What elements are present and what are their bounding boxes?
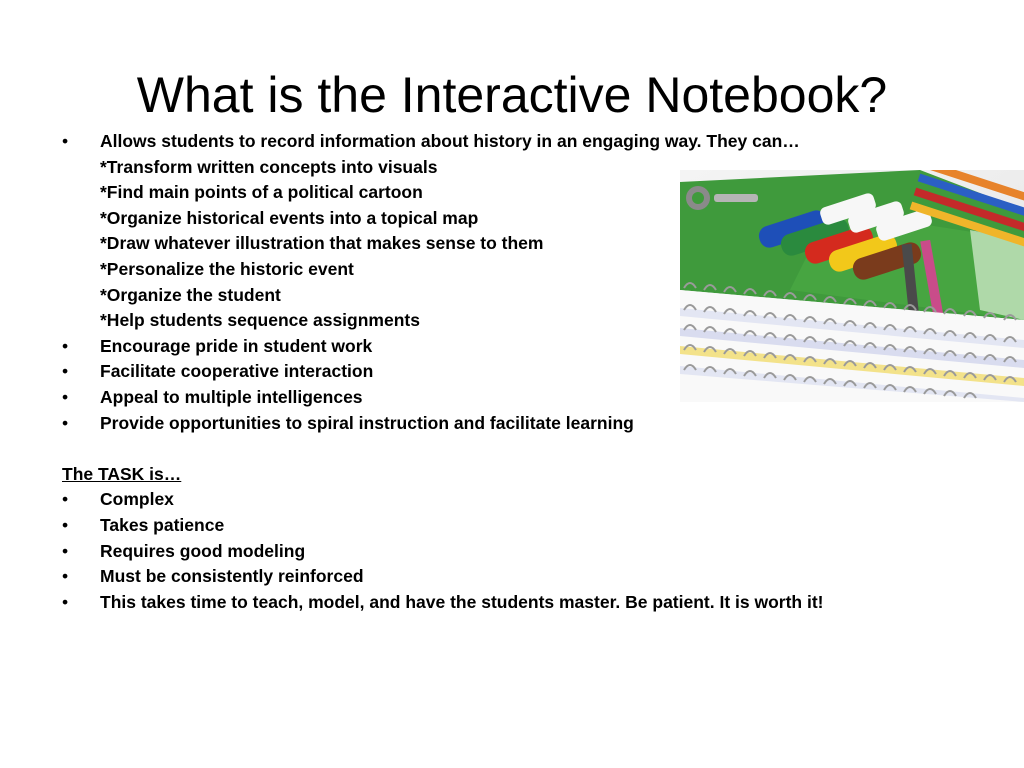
list-item-text: Provide opportunities to spiral instruction and facilitate learning [100,412,634,433]
task-heading-row [62,462,962,488]
task-item-text: Complex [100,489,174,510]
bullet-marker: • [62,412,69,433]
notebooks-markers-photo [680,170,1024,402]
bullet-marker: • [62,489,69,510]
task-item-text: Must be consistently reinforced [100,566,364,587]
bullet-marker: • [62,566,69,587]
bullet-marker: • [62,591,69,612]
bullet-marker: • [62,131,69,151]
list-item-text: Allows students to record information about history in an engaging way. They can… [100,131,800,151]
sub-item-text: *Find main points of a political cartoon [100,182,423,203]
task-item-text: This takes time to teach, model, and have the students master. Be patient. It is worth it! [100,591,824,612]
task-item-text: Takes patience [100,514,225,535]
task-item [62,487,962,513]
list-item [62,411,962,437]
sub-item-text: *Personalize the historic event [100,258,354,279]
bullet-marker: • [62,335,69,356]
bullet-marker: • [62,514,69,535]
sub-item-text: *Organize the student [100,284,281,305]
task-item [62,590,962,616]
task-item-text: Requires good modeling [100,540,306,561]
bullet-marker: • [62,540,69,561]
task-item [62,564,962,590]
bullet-marker: • [62,361,69,382]
sub-item-text: *Help students sequence assignments [100,310,420,331]
bullet-marker: • [62,386,69,407]
list-item-text: Facilitate cooperative interaction [100,361,374,382]
sub-item-text: *Transform written concepts into visuals [100,156,438,177]
list-item [62,129,962,155]
sub-item-text: *Draw whatever illustration that makes sense to them [100,233,544,254]
spacer [62,436,962,462]
sub-item-text: *Organize historical events into a topical map [100,207,479,228]
task-item [62,513,962,539]
task-heading: The TASK is… [62,463,182,484]
slide-title: What is the Interactive Notebook? [136,67,888,123]
list-item-text: Appeal to multiple intelligences [100,386,363,407]
list-item-text: Encourage pride in student work [100,335,373,356]
task-item [62,539,962,565]
